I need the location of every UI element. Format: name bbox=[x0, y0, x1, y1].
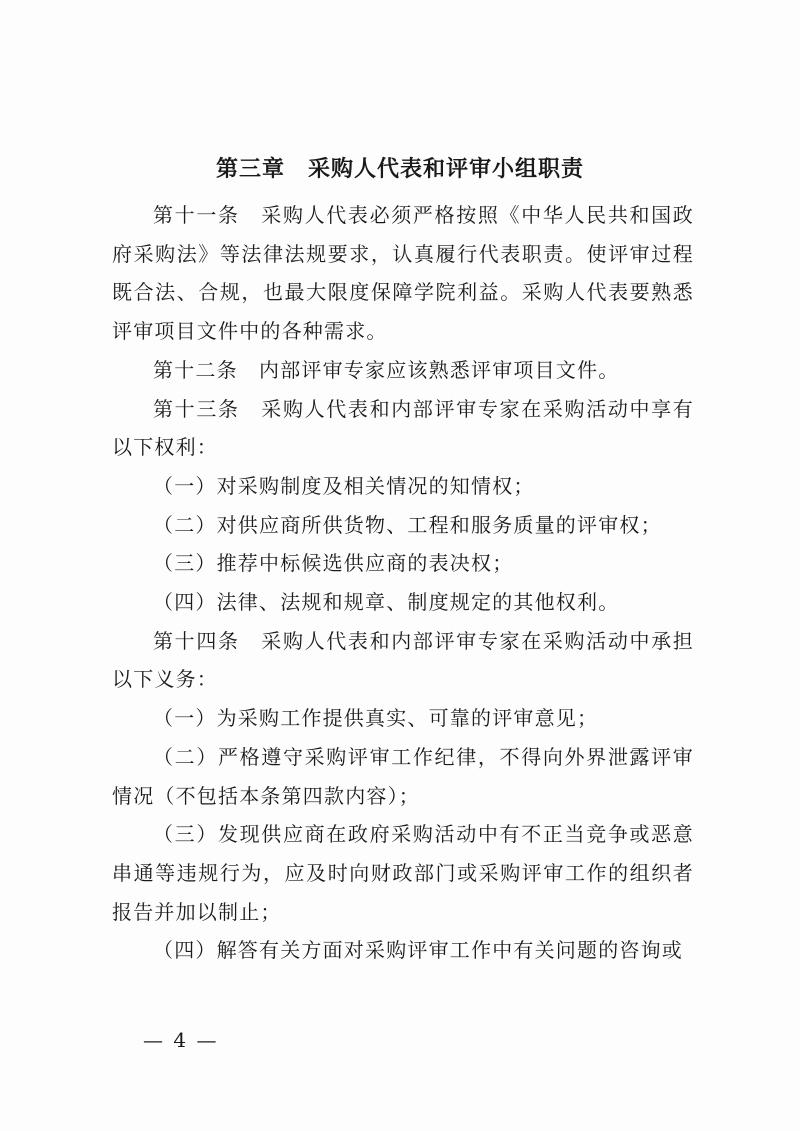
obligations-item-1: （一）为采购工作提供真实、可靠的评审意见； bbox=[153, 706, 599, 731]
rights-item-1: （一）对采购制度及相关情况的知情权； bbox=[153, 473, 535, 498]
obligations-item-4: （四）解答有关方面对采购评审工作中有关问题的咨询或 bbox=[153, 938, 683, 963]
paragraph-article-14: 第十四条 采购人代表和内部评审专家在采购活动中承担以下义务： bbox=[112, 628, 694, 692]
rights-item-4: （四）法律、法规和规章、制度规定的其他权利。 bbox=[153, 590, 620, 615]
document-body bbox=[112, 196, 694, 970]
paragraph-article-11: 第十一条 采购人代表必须严格按照《中华人民共和国政府采购法》等法律法规要求，认真履行代表职责。使评审过程既合法、合规，也最大限度保障学院利益。采购人代表要熟悉评审项目文件中的各种需求。 bbox=[112, 203, 694, 344]
obligations-item-3: （三）发现供应商在政府采购活动中有不正当竞争或恶意串通等违规行为，应及时向财政部门或采购评审工作的组织者报告并加以制止； bbox=[112, 822, 694, 924]
obligations-item-2: （二）严格遵守采购评审工作纪律，不得向外界泄露评审情况（不包括本条第四款内容）； bbox=[112, 744, 694, 808]
rights-item-3: （三）推荐中标候选供应商的表决权； bbox=[153, 551, 514, 576]
paragraph-article-13: 第十三条 采购人代表和内部评审专家在采购活动中享有以下权利： bbox=[112, 396, 694, 460]
chapter-heading: 第三章 采购人代表和评审小组职责 bbox=[215, 157, 584, 182]
page-number: — 4 — bbox=[143, 1028, 219, 1052]
rights-item-2: （二）对供应商所供货物、工程和服务质量的评审权； bbox=[153, 512, 662, 537]
paragraph-article-12: 第十二条 内部评审专家应该熟悉评审项目文件。 bbox=[153, 357, 620, 382]
